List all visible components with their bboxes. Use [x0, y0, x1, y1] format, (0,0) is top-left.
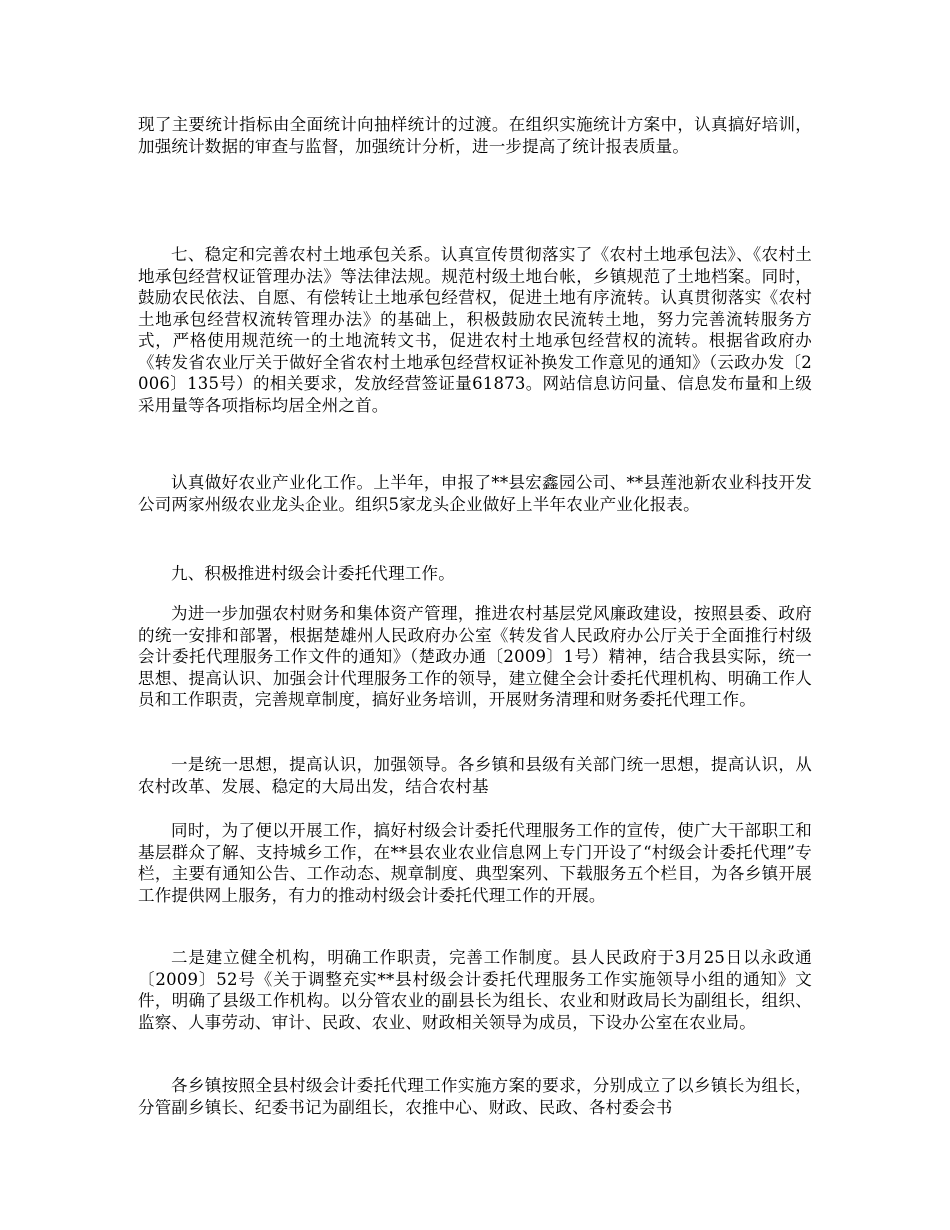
paragraph-unify-thinking: 一是统一思想，提高认识，加强领导。各乡镇和县级有关部门统一思想，提高认识，从农村改革、发展、稳定的大局出发，结合农村基 [138, 755, 812, 796]
paragraph-industrialization: 认真做好农业产业化工作。上半年，申报了**县宏鑫园公司、**县莲池新农业科技开发公司两家州级农业龙头企业。组织5家龙头企业做好上半年农业产业化报表。 [138, 473, 812, 514]
paragraph-website-column: 同时，为了便以开展工作，搞好村级会计委托代理服务工作的宣传，使广大干部职工和基层群众了解、支持城乡工作，在**县农业农业信息网上专门开设了“村级会计委托代理”专栏，主要有通知公告、工作动态、规章制度、典型案列、下载服务五个栏目，为各乡镇开展工作提供网上服务，有力的推动村级会计委托代理工作的开展。 [138, 821, 812, 905]
paragraph-statistics-continued: 现了主要统计指标由全面统计向抽样统计的过渡。在组织实施统计方案中，认真搞好培训，加强统计数据的审查与监督，加强统计分析，进一步提高了统计报表质量。 [138, 115, 812, 156]
paragraph-township-groups: 各乡镇按照全县村级会计委托代理工作实施方案的要求，分别成立了以乡镇长为组长，分管副乡镇长、纪委书记为副组长，农推中心、财政、民政、各村委会书 [138, 1076, 812, 1117]
paragraph-finance-management: 为进一步加强农村财务和集体资产管理，推进农村基层党风廉政建设，按照县委、政府的统一安排和部署，根据楚雄州人民政府办公室《转发省人民政府办公厅关于全面推行村级会计委托代理服务工作文件的通知》（楚政办通〔2009〕1号）精神，结合我县实际，统一思想、提高认识、加强会计代理服务工作的领导，建立健全会计委托代理机构、明确工作人员和工作职责，完善规章制度，搞好业务培训，开展财务清理和财务委托代理工作。 [138, 604, 812, 709]
paragraph-section-nine-heading: 九、积极推进村级会计委托代理工作。 [171, 564, 455, 583]
paragraph-land-contract: 七、稳定和完善农村土地承包关系。认真宣传贯彻落实了《农村土地承包法》、《农村土地承包经营权证管理办法》等法律法规。规范村级土地台帐，乡镇规范了土地档案。同时，鼓励农民依法、自愿、有偿转让土地承包经营权，促进土地有序流转。认真贯彻落实《农村土地承包经营权流转管理办法》的基础上，积极鼓励农民流转土地，努力完善流转服务方式，严格使用规范统一的土地流转文书，促进农村土地承包经营权的流转。根据省政府办《转发省农业厅关于做好全省农村土地承包经营权证补换发工作意见的通知》（云政办发〔2006〕135号）的相关要求，发放经营签证量61873。网站信息访问量、信息发布量和上级采用量等各项指标均居全州之首。 [138, 245, 812, 415]
paragraph-establish-institutions: 二是建立健全机构，明确工作职责，完善工作制度。县人民政府于3月25日以永政通〔2009〕52号《关于调整充实**县村级会计委托代理服务工作实施领导小组的通知》文件，明确了县级工作机构。以分管农业的副县长为组长、农业和财政局长为副组长，组织、监察、人事劳动、审计、民政、农业、财政相关领导为成员，下设办公室在农业局。 [138, 948, 812, 1032]
